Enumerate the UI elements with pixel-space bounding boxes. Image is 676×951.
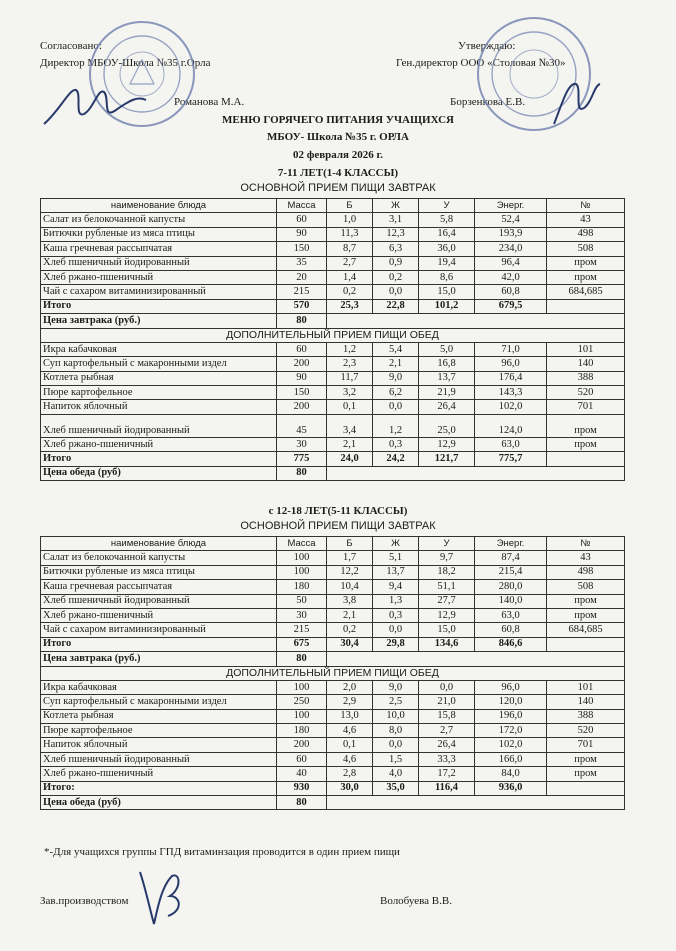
cell-value: Масса (277, 199, 327, 213)
cell-value: 0,0 (373, 623, 419, 637)
cell-value: 102,0 (475, 738, 547, 752)
cell-value: 29,8 (373, 637, 419, 651)
cell-name: Итого (41, 637, 277, 651)
cell-value: 9,0 (373, 371, 419, 385)
cell-name: Хлеб пшеничный йодированный (41, 752, 277, 766)
cell-value: У (419, 199, 475, 213)
cell-value: 30 (277, 608, 327, 622)
cell-value: 9,4 (373, 580, 419, 594)
cell-value: 8,6 (419, 270, 475, 284)
price-empty (327, 466, 625, 480)
cell-value: 8,0 (373, 724, 419, 738)
signature-production-head (132, 866, 188, 930)
cell-value: 520 (547, 724, 625, 738)
cell-value: пром (547, 437, 625, 451)
cell-value: 9,7 (419, 551, 475, 565)
cell-name: Каша гречневая рассыпчатая (41, 580, 277, 594)
cell-name: Хлеб пшеничный йодированный (41, 594, 277, 608)
cell-name: Битючки рубленые из мяса птицы (41, 227, 277, 241)
cell-value: 250 (277, 695, 327, 709)
cell-value: 12,9 (419, 437, 475, 451)
cell-value: 30,0 (327, 781, 373, 795)
cell-value: 2,7 (327, 256, 373, 270)
cell-name: Чай с сахаром витаминизированный (41, 623, 277, 637)
cell-name: Хлеб ржано-пшеничный (41, 437, 277, 451)
cell-value: 1,3 (373, 594, 419, 608)
cell-value: 45 (277, 414, 327, 437)
lunch-row (41, 400, 625, 414)
cell-name: Пюре картофельное (41, 386, 277, 400)
cell-value: 18,2 (419, 565, 475, 579)
cell-value: 3,2 (327, 386, 373, 400)
cell-name: Салат из белокочанной капусты (41, 551, 277, 565)
cell-value: пром (547, 270, 625, 284)
cell-value: 100 (277, 565, 327, 579)
menu-title: МЕНЮ ГОРЯЧЕГО ПИТАНИЯ УЧАЩИХСЯ (221, 114, 455, 126)
lunch-row (41, 357, 625, 371)
cell-value: 12,3 (373, 227, 419, 241)
group2-menu-table (40, 536, 625, 810)
footer-position: Зав.производством (40, 895, 129, 907)
footer-name: Волобуева В.В. (380, 895, 452, 907)
cell-value: 3,4 (327, 414, 373, 437)
cell-name: Напиток яблочный (41, 400, 277, 414)
price-label: Цена завтрака (руб.) (41, 652, 277, 666)
cell-value: 140 (547, 357, 625, 371)
cell-value: 930 (277, 781, 327, 795)
cell-name: Суп картофельный с макаронными издел (41, 695, 277, 709)
cell-value (547, 637, 625, 651)
cell-value: 40 (277, 767, 327, 781)
cell-value: Б (327, 537, 373, 551)
cell-value: 176,4 (475, 371, 547, 385)
cell-value: 60,8 (475, 623, 547, 637)
menu-date: 02 февраля 2026 г. (292, 149, 384, 161)
cell-value: 0,0 (373, 285, 419, 299)
cell-name: Битючки рубленые из мяса птицы (41, 565, 277, 579)
cell-name: Напиток яблочный (41, 738, 277, 752)
cell-value: 215 (277, 285, 327, 299)
cell-name: Чай с сахаром витаминизированный (41, 285, 277, 299)
cell-value: Б (327, 199, 373, 213)
lunch-section-row (41, 666, 625, 680)
cell-value: 701 (547, 400, 625, 414)
cell-value: 101,2 (419, 299, 475, 313)
cell-value: 1,7 (327, 551, 373, 565)
cell-value: 2,5 (373, 695, 419, 709)
cell-value: 215,4 (475, 565, 547, 579)
cell-value: 60 (277, 752, 327, 766)
lunch-section-row (41, 328, 625, 342)
breakfast-total-row (41, 299, 625, 313)
group1-menu-table (40, 198, 625, 481)
cell-value: 100 (277, 680, 327, 694)
cell-name: Хлеб ржано-пшеничный (41, 767, 277, 781)
director-left: Директор МБОУ-Школа №35 г.Орла (40, 57, 211, 69)
cell-value: 60 (277, 342, 327, 356)
approved-right-label: Утверждаю: (458, 40, 516, 52)
cell-name: Котлета рыбная (41, 371, 277, 385)
cell-value: 200 (277, 738, 327, 752)
price-value: 80 (277, 652, 327, 666)
cell-value: 96,0 (475, 680, 547, 694)
cell-name: Каша гречневая рассыпчатая (41, 242, 277, 256)
section-title: ДОПОЛНИТЕЛЬНЫЙ ПРИЕМ ПИЩИ ОБЕД (41, 666, 625, 680)
cell-value: 775 (277, 452, 327, 466)
cell-value: 27,7 (419, 594, 475, 608)
breakfast-row (41, 580, 625, 594)
breakfast-total-row (41, 637, 625, 651)
cell-name: Итого (41, 299, 277, 313)
cell-value: 25,0 (419, 414, 475, 437)
lunch-price-row (41, 796, 625, 810)
section-title: ДОПОЛНИТЕЛЬНЫЙ ПРИЕМ ПИЩИ ОБЕД (41, 328, 625, 342)
cell-value: 11,7 (327, 371, 373, 385)
cell-value: 21,0 (419, 695, 475, 709)
cell-value: 4,6 (327, 724, 373, 738)
cell-value: 43 (547, 213, 625, 227)
cell-value: 2,9 (327, 695, 373, 709)
group2-breakfast-title: ОСНОВНОЙ ПРИЕМ ПИЩИ ЗАВТРАК (240, 520, 436, 532)
cell-value: 26,4 (419, 738, 475, 752)
cell-name: Икра кабачковая (41, 342, 277, 356)
cell-value: 936,0 (475, 781, 547, 795)
cell-value: 84,0 (475, 767, 547, 781)
cell-value: 101 (547, 342, 625, 356)
group1-breakfast-title: ОСНОВНОЙ ПРИЕМ ПИЩИ ЗАВТРАК (240, 182, 436, 194)
lunch-price-row (41, 466, 625, 480)
cell-value: 1,5 (373, 752, 419, 766)
breakfast-row (41, 213, 625, 227)
cell-value: 140 (547, 695, 625, 709)
cell-value: 0,2 (373, 270, 419, 284)
breakfast-row (41, 256, 625, 270)
cell-value: 498 (547, 227, 625, 241)
school-title: МБОУ- Школа №35 г. ОРЛА (267, 131, 409, 143)
cell-value: 6,2 (373, 386, 419, 400)
cell-value: 101 (547, 680, 625, 694)
lunch-row (41, 738, 625, 752)
cell-value: 13,7 (373, 565, 419, 579)
lunch-total-row (41, 781, 625, 795)
cell-value: 1,0 (327, 213, 373, 227)
cell-value: 200 (277, 400, 327, 414)
cell-value: 0,2 (327, 623, 373, 637)
cell-value: 143,3 (475, 386, 547, 400)
lunch-row (41, 752, 625, 766)
cell-value: 120,0 (475, 695, 547, 709)
cell-value: 100 (277, 709, 327, 723)
cell-value: 15,0 (419, 285, 475, 299)
cell-value: 0,0 (419, 680, 475, 694)
price-value: 80 (277, 466, 327, 480)
price-empty (327, 314, 625, 328)
cell-value: 200 (277, 357, 327, 371)
cell-value: Энерг. (475, 537, 547, 551)
cell-value: 166,0 (475, 752, 547, 766)
cell-value: 60,8 (475, 285, 547, 299)
cell-value: 5,8 (419, 213, 475, 227)
cell-value: 12,2 (327, 565, 373, 579)
cell-value: 15,8 (419, 709, 475, 723)
cell-value: 508 (547, 580, 625, 594)
price-empty (327, 652, 625, 666)
cell-value: 50 (277, 594, 327, 608)
director-right: Ген.директор ООО «Столовая №30» (396, 57, 566, 69)
cell-value: 52,4 (475, 213, 547, 227)
breakfast-row (41, 242, 625, 256)
cell-value: 96,4 (475, 256, 547, 270)
cell-value: 5,4 (373, 342, 419, 356)
cell-value: 234,0 (475, 242, 547, 256)
cell-name: Хлеб пшеничный йодированный (41, 414, 277, 437)
cell-value: Ж (373, 199, 419, 213)
cell-value: Энерг. (475, 199, 547, 213)
cell-value: 0,9 (373, 256, 419, 270)
cell-value: 24,0 (327, 452, 373, 466)
cell-name: Котлета рыбная (41, 709, 277, 723)
cell-value: 570 (277, 299, 327, 313)
cell-name: Салат из белокочанной капусты (41, 213, 277, 227)
cell-value: 16,4 (419, 227, 475, 241)
cell-value: 124,0 (475, 414, 547, 437)
cell-value: 30 (277, 437, 327, 451)
cell-value: 1,2 (373, 414, 419, 437)
cell-value: 2,1 (327, 437, 373, 451)
cell-value: 26,4 (419, 400, 475, 414)
table-header-row (41, 199, 625, 213)
cell-value: 5,0 (419, 342, 475, 356)
lunch-row (41, 709, 625, 723)
cell-value: 1,2 (327, 342, 373, 356)
cell-value: 116,4 (419, 781, 475, 795)
cell-value: 21,9 (419, 386, 475, 400)
cell-value: 180 (277, 580, 327, 594)
cell-value: У (419, 537, 475, 551)
cell-value (547, 299, 625, 313)
cell-value: 134,6 (419, 637, 475, 651)
cell-value: 2,0 (327, 680, 373, 694)
cell-value: 388 (547, 371, 625, 385)
lunch-row (41, 680, 625, 694)
cell-value: 0,2 (327, 285, 373, 299)
cell-value: 0,3 (373, 608, 419, 622)
cell-value: 388 (547, 709, 625, 723)
cell-value: 42,0 (475, 270, 547, 284)
cell-value: 675 (277, 637, 327, 651)
cell-name: Итого (41, 452, 277, 466)
cell-value: Ж (373, 537, 419, 551)
cell-name: Хлеб ржано-пшеничный (41, 270, 277, 284)
cell-value: 215 (277, 623, 327, 637)
cell-value: № (547, 537, 625, 551)
cell-value: 150 (277, 242, 327, 256)
cell-value: 2,3 (327, 357, 373, 371)
cell-value: пром (547, 414, 625, 437)
price-value: 80 (277, 314, 327, 328)
cell-value: 679,5 (475, 299, 547, 313)
cell-value: пром (547, 594, 625, 608)
cell-value: 43 (547, 551, 625, 565)
cell-value: Масса (277, 537, 327, 551)
cell-value: 3,8 (327, 594, 373, 608)
cell-value: 12,9 (419, 608, 475, 622)
lunch-row (41, 695, 625, 709)
cell-value: 19,4 (419, 256, 475, 270)
cell-value: 3,1 (373, 213, 419, 227)
cell-value: 2,1 (373, 357, 419, 371)
cell-value: 15,0 (419, 623, 475, 637)
signatory-left-name: Романова М.А. (174, 96, 245, 108)
group2-title: с 12-18 ЛЕТ(5-11 КЛАССЫ) (268, 505, 408, 517)
cell-value: 13,0 (327, 709, 373, 723)
lunch-total-row (41, 452, 625, 466)
cell-value: 0,3 (373, 437, 419, 451)
cell-value: 25,3 (327, 299, 373, 313)
lunch-row (41, 414, 625, 437)
breakfast-row (41, 227, 625, 241)
breakfast-row (41, 594, 625, 608)
breakfast-row (41, 623, 625, 637)
cell-value: 63,0 (475, 608, 547, 622)
cell-value: 71,0 (475, 342, 547, 356)
breakfast-row (41, 565, 625, 579)
cell-value: 0,1 (327, 400, 373, 414)
cell-name: Пюре картофельное (41, 724, 277, 738)
cell-value: 775,7 (475, 452, 547, 466)
cell-value: № (547, 199, 625, 213)
footnote: *-Для учащихся группы ГПД витаминзация проводится в один прием пищи (44, 846, 400, 858)
cell-value: пром (547, 256, 625, 270)
cell-value: 51,1 (419, 580, 475, 594)
cell-value: 508 (547, 242, 625, 256)
cell-value: 100 (277, 551, 327, 565)
cell-name: Итого: (41, 781, 277, 795)
breakfast-row (41, 285, 625, 299)
price-label: Цена обеда (руб) (41, 796, 277, 810)
cell-value: 684,685 (547, 623, 625, 637)
cell-name: наименование блюда (41, 199, 277, 213)
cell-value: 9,0 (373, 680, 419, 694)
cell-value: 520 (547, 386, 625, 400)
cell-value: пром (547, 767, 625, 781)
signatory-right-name: Борзенкова Е.В. (450, 96, 526, 108)
cell-value: 140,0 (475, 594, 547, 608)
cell-value: 36,0 (419, 242, 475, 256)
cell-value: 60 (277, 213, 327, 227)
cell-value (547, 452, 625, 466)
cell-value (547, 781, 625, 795)
cell-value: 8,7 (327, 242, 373, 256)
lunch-row (41, 724, 625, 738)
cell-value: 150 (277, 386, 327, 400)
cell-value: 0,0 (373, 400, 419, 414)
cell-value: 16,8 (419, 357, 475, 371)
cell-value: 193,9 (475, 227, 547, 241)
lunch-row (41, 342, 625, 356)
cell-value: 90 (277, 227, 327, 241)
cell-name: Икра кабачковая (41, 680, 277, 694)
breakfast-price-row (41, 314, 625, 328)
cell-value: 35,0 (373, 781, 419, 795)
cell-value: пром (547, 608, 625, 622)
cell-name: Хлеб пшеничный йодированный (41, 256, 277, 270)
cell-value: 6,3 (373, 242, 419, 256)
cell-value: 102,0 (475, 400, 547, 414)
cell-value: 10,0 (373, 709, 419, 723)
breakfast-price-row (41, 652, 625, 666)
cell-value: 24,2 (373, 452, 419, 466)
lunch-row (41, 437, 625, 451)
cell-value: 11,3 (327, 227, 373, 241)
cell-value: 196,0 (475, 709, 547, 723)
price-empty (327, 796, 625, 810)
price-label: Цена обеда (руб) (41, 466, 277, 480)
cell-value: 35 (277, 256, 327, 270)
cell-value: 90 (277, 371, 327, 385)
price-value: 80 (277, 796, 327, 810)
lunch-row (41, 767, 625, 781)
group1-title: 7-11 ЛЕТ(1-4 КЛАССЫ) (277, 167, 399, 179)
cell-value: 4,0 (373, 767, 419, 781)
cell-value: 96,0 (475, 357, 547, 371)
breakfast-row (41, 551, 625, 565)
cell-value: 4,6 (327, 752, 373, 766)
lunch-row (41, 386, 625, 400)
cell-value: 2,1 (327, 608, 373, 622)
cell-name: наименование блюда (41, 537, 277, 551)
cell-value: 87,4 (475, 551, 547, 565)
cell-value: 5,1 (373, 551, 419, 565)
cell-name: Суп картофельный с макаронными издел (41, 357, 277, 371)
cell-value: 180 (277, 724, 327, 738)
breakfast-row (41, 270, 625, 284)
cell-value: 172,0 (475, 724, 547, 738)
cell-value: 1,4 (327, 270, 373, 284)
price-label: Цена завтрака (руб.) (41, 314, 277, 328)
cell-value: 701 (547, 738, 625, 752)
cell-value: 280,0 (475, 580, 547, 594)
cell-value: 20 (277, 270, 327, 284)
cell-value: 0,0 (373, 738, 419, 752)
cell-value: 33,3 (419, 752, 475, 766)
table-header-row (41, 537, 625, 551)
cell-value: 121,7 (419, 452, 475, 466)
cell-name: Хлеб ржано-пшеничный (41, 608, 277, 622)
cell-value: 63,0 (475, 437, 547, 451)
cell-value: 22,8 (373, 299, 419, 313)
cell-value: 498 (547, 565, 625, 579)
cell-value: 684,685 (547, 285, 625, 299)
cell-value: пром (547, 752, 625, 766)
cell-value: 30,4 (327, 637, 373, 651)
cell-value: 2,7 (419, 724, 475, 738)
lunch-row (41, 371, 625, 385)
cell-value: 17,2 (419, 767, 475, 781)
cell-value: 10,4 (327, 580, 373, 594)
breakfast-row (41, 608, 625, 622)
cell-value: 846,6 (475, 637, 547, 651)
cell-value: 13,7 (419, 371, 475, 385)
approved-left-label: Согласовано: (40, 40, 102, 52)
cell-value: 2,8 (327, 767, 373, 781)
cell-value: 0,1 (327, 738, 373, 752)
